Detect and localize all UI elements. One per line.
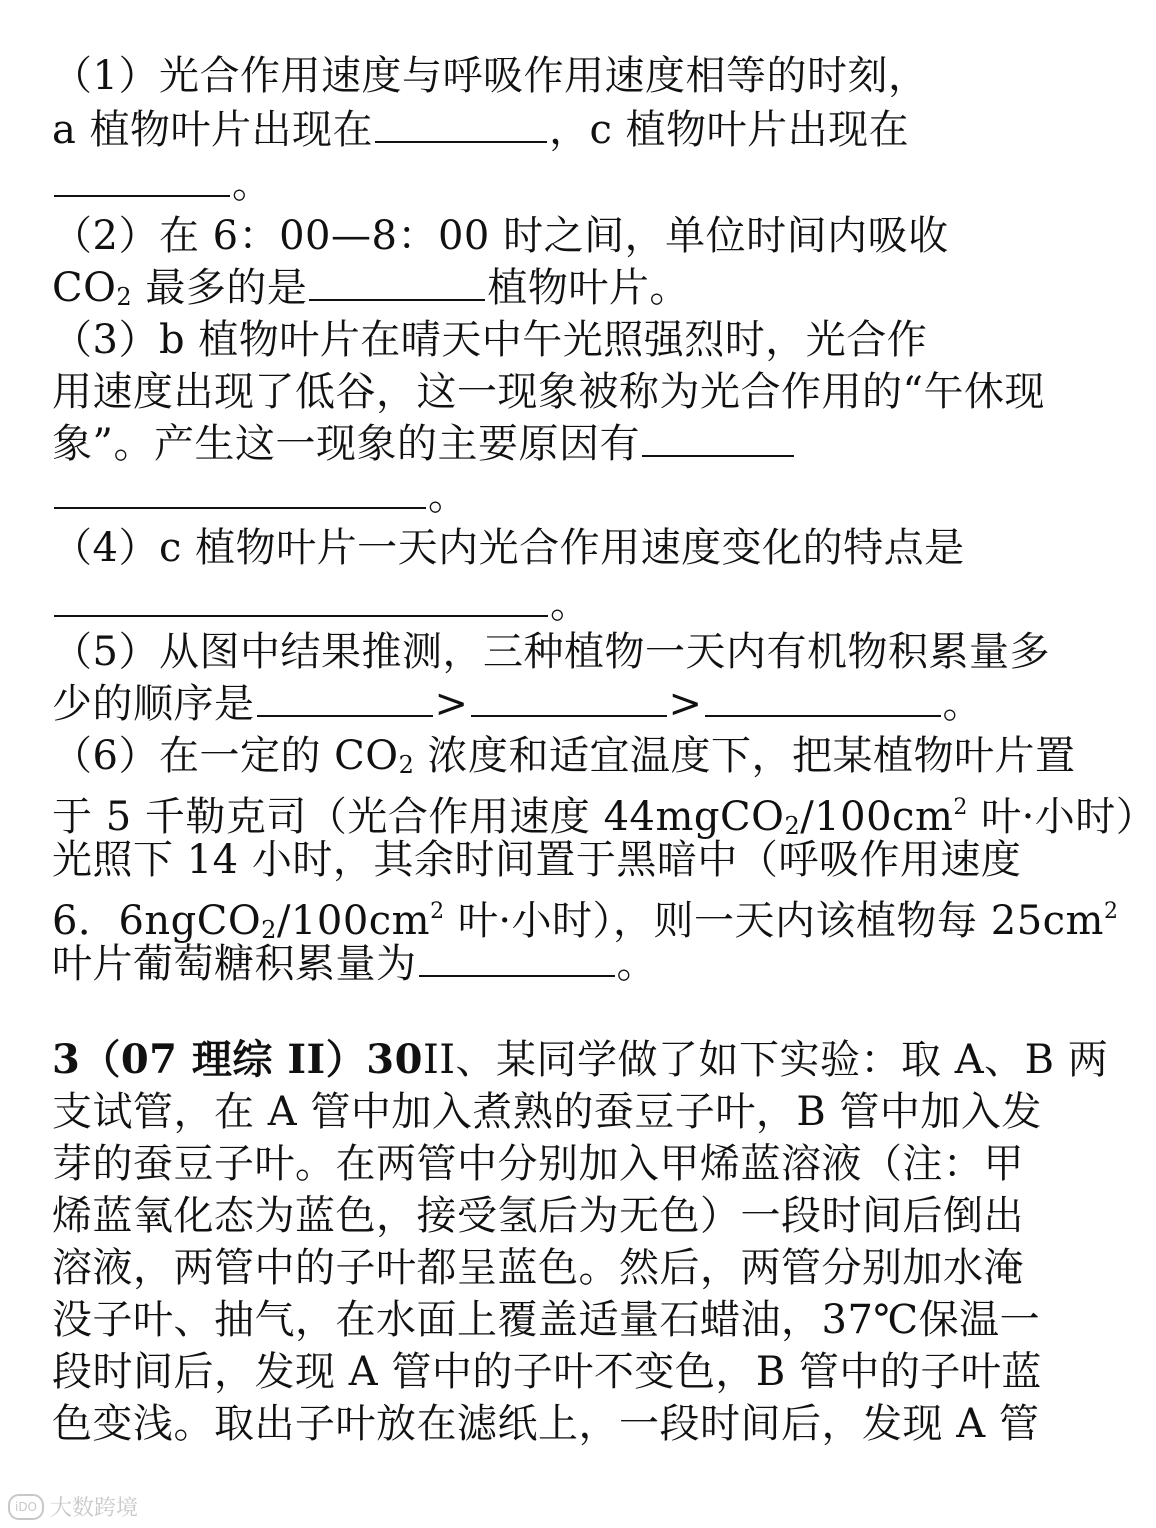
q6-line-2: 于 5 千勒克司（光合作用速度 $44mgCO2/100cm^2$ 叶·小时） — [52, 794, 1156, 840]
answer-blank[interactable] — [54, 159, 230, 197]
problem-3-line-7: 段时间后，发现 A 管中的子叶不变色，B 管中的子叶蓝 — [52, 1349, 1042, 1395]
answer-blank[interactable] — [309, 263, 485, 301]
watermark — [8, 1491, 138, 1522]
q5-line-2: 少的顺序是 > > 。 — [52, 681, 984, 727]
q6-line-5: 叶片葡萄糖积累量为 。 — [52, 941, 657, 987]
answer-blank[interactable] — [54, 579, 548, 617]
q6-line-3: 光照下 14 小时，其余时间置于黑暗中（呼吸作用速度 — [52, 837, 1022, 883]
q1-line-2: a 植物叶片出现在 ，c 植物叶片出现在 — [52, 107, 910, 153]
q4-line-1: （4）c 植物叶片一天内光合作用速度变化的特点是 — [52, 525, 965, 571]
answer-blank[interactable] — [257, 679, 433, 717]
watermark-text: 大数跨境 — [50, 1496, 139, 1521]
q1-line-3: 。 — [52, 158, 273, 210]
problem-3-line-3: 芽的蚕豆子叶。在两管中分别加入甲烯蓝溶液（注：甲 — [52, 1141, 1024, 1187]
q3-line-1: （3）b 植物叶片在晴天中午光照强烈时，光合作 — [52, 317, 928, 363]
problem-3-heading: 3（07 理综 II）30II、某同学做了如下实验：取 A、B 两 — [52, 1036, 1109, 1083]
q5-line-1: （5）从图中结果推测，三种植物一天内有机物积累量多 — [52, 629, 1050, 675]
answer-blank[interactable] — [705, 679, 941, 717]
problem-3-line-2: 支试管，在 A 管中加入煮熟的蚕豆子叶，B 管中加入发 — [52, 1089, 1042, 1135]
answer-blank[interactable] — [419, 939, 615, 977]
watermark-logo-icon: iDO — [8, 1494, 44, 1520]
q4-line-2: 。 — [52, 578, 591, 630]
problem-3-line-4: 烯蓝氧化态为蓝色，接受氢后为无色）一段时间后倒出 — [52, 1193, 1024, 1239]
answer-blank[interactable] — [642, 419, 794, 457]
q3-line-2: 用速度出现了低谷，这一现象被称为光合作用的“午休现 — [52, 369, 1045, 415]
q2-line-1: （2）在 6：00—8：00 时之间，单位时间内吸收 — [52, 213, 949, 259]
q2-line-2: CO2 最多的是 植物叶片。 — [52, 265, 690, 311]
q6-line-1: （6）在一定的 CO2 浓度和适宜温度下，把某植物叶片置 — [52, 733, 1076, 779]
problem-3-line-5: 溶液，两管中的子叶都呈蓝色。然后，两管分别加水淹 — [52, 1245, 1024, 1291]
q1-line-1: （1）光合作用速度与呼吸作用速度相等的时刻， — [52, 53, 929, 99]
problem-3-line-8: 色变浅。取出子叶放在滤纸上，一段时间后，发现 A 管 — [52, 1401, 1040, 1447]
q3-line-3: 象”。产生这一现象的主要原因有 — [52, 418, 796, 470]
answer-blank[interactable] — [375, 105, 547, 143]
problem-3-line-6: 没子叶、抽气，在水面上覆盖适量石蜡油，37℃保温一 — [52, 1297, 1041, 1343]
answer-blank[interactable] — [471, 679, 667, 717]
q3-line-4: 。 — [52, 470, 469, 522]
q6-line-4: 6．$6ngCO2/100cm^2$ 叶·小时），则一天内该植物每 $25cm^2$ — [52, 898, 1119, 944]
answer-blank[interactable] — [54, 471, 426, 509]
